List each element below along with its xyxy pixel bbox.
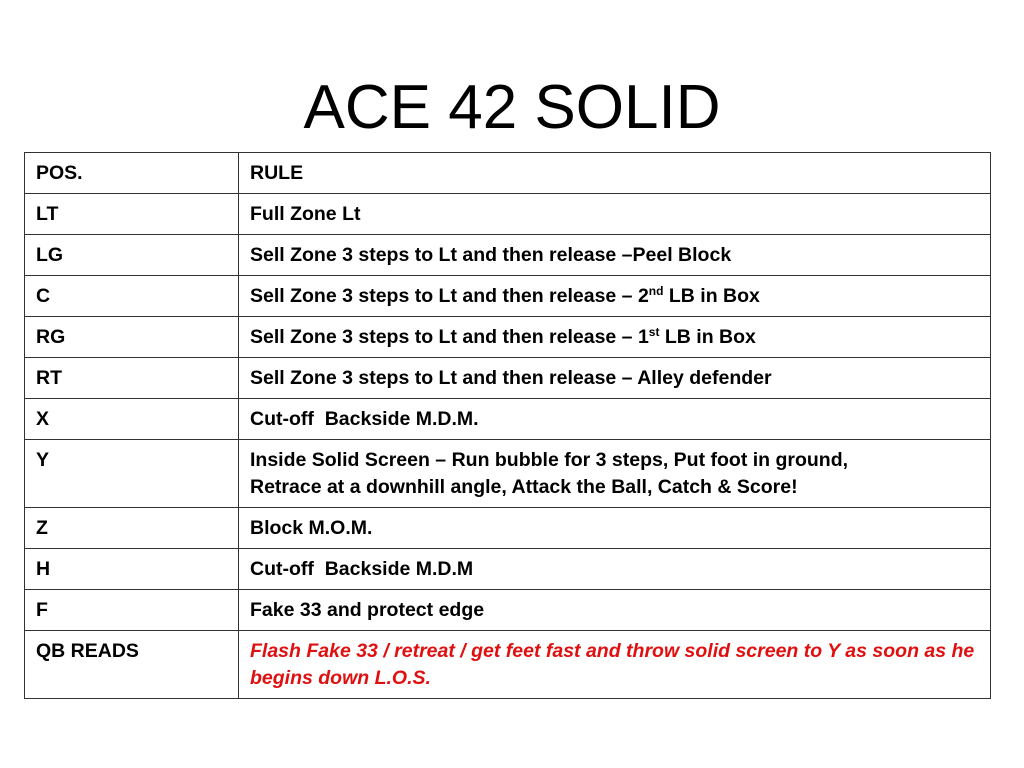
rule-cell: Block M.O.M.: [239, 508, 991, 549]
ordinal-suffix: nd: [648, 284, 664, 298]
rule-text: Sell Zone 3 steps to Lt and then release – 1: [250, 326, 649, 348]
table-row: [25, 440, 991, 508]
pos-cell: F: [25, 590, 239, 631]
rule-cell: Sell Zone 3 steps to Lt and then release – Alley defender: [239, 358, 991, 399]
table-row: [25, 549, 991, 590]
rule-cell: Cut-off Backside M.D.M: [239, 549, 991, 590]
pos-cell: C: [25, 276, 239, 317]
page-title: ACE 42 SOLID: [303, 73, 721, 142]
ordinal-suffix: st: [648, 325, 660, 339]
pos-cell: QB READS: [25, 631, 239, 699]
rule-cell: Cut-off Backside M.D.M.: [239, 399, 991, 440]
table-row: [25, 508, 991, 549]
pos-cell: Y: [25, 440, 239, 508]
table-row: [25, 317, 991, 358]
rule-cell: [239, 317, 991, 358]
rule-text: LB in Box: [663, 285, 760, 307]
table-row: [25, 590, 991, 631]
pos-cell: LG: [25, 235, 239, 276]
pos-cell: RT: [25, 358, 239, 399]
qb-reads-rule-cell: Flash Fake 33 / retreat / get feet fast and throw solid screen to Y as soon as he begins down L.O.S.: [239, 631, 991, 699]
rule-cell: Fake 33 and protect edge: [239, 590, 991, 631]
pos-cell: X: [25, 399, 239, 440]
pos-cell: LT: [25, 194, 239, 235]
pos-cell: RG: [25, 317, 239, 358]
pos-cell: Z: [25, 508, 239, 549]
rule-text: Sell Zone 3 steps to Lt and then release – 2: [250, 285, 649, 307]
header-rule: RULE: [239, 153, 991, 194]
rule-cell: Full Zone Lt: [239, 194, 991, 235]
rule-cell: [239, 440, 991, 508]
table-row: [25, 276, 991, 317]
table-row: [25, 631, 991, 699]
table-row: [25, 358, 991, 399]
table-header-row: [25, 153, 991, 194]
rule-text: LB in Box: [659, 326, 756, 348]
table-row: [25, 235, 991, 276]
rules-table: [24, 152, 991, 699]
rule-text-line-1: Inside Solid Screen – Run bubble for 3 steps, Put foot in ground,: [250, 449, 849, 471]
rule-cell: Sell Zone 3 steps to Lt and then release –Peel Block: [239, 235, 991, 276]
pos-cell: H: [25, 549, 239, 590]
rule-cell: [239, 276, 991, 317]
header-pos: POS.: [25, 153, 239, 194]
table-row: [25, 399, 991, 440]
table-row: [25, 194, 991, 235]
rule-text-line-2: Retrace at a downhill angle, Attack the Ball, Catch & Score!: [250, 476, 798, 498]
